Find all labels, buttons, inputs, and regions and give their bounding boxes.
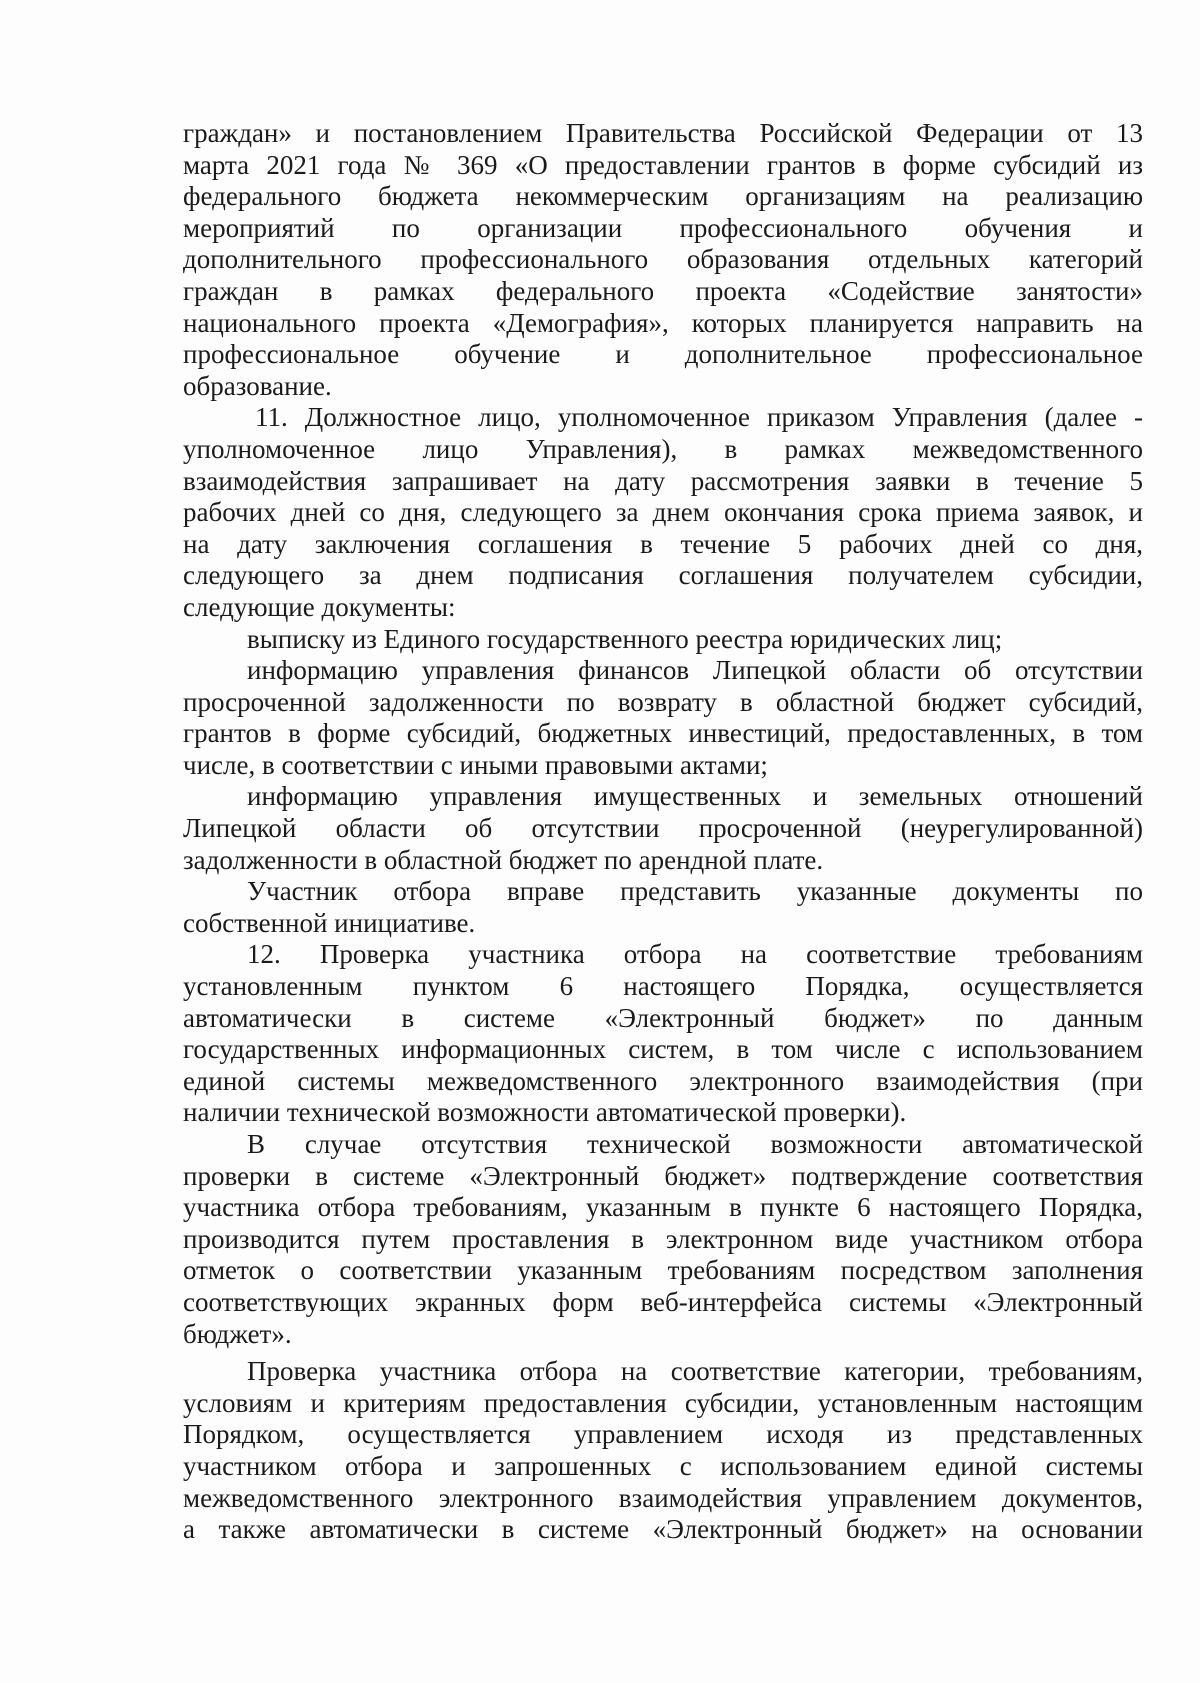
paragraph-continuation [183, 118, 1143, 402]
text-line: граждан» и постановлением Правительства Российской Федерации от 13 [183, 118, 1143, 148]
paragraph-participant-right [183, 876, 1143, 939]
text-line: отметок о соответствии указанным требованиям посредством заполнения [183, 1255, 1143, 1286]
text-line: условиям и критериям предоставления субсидии, установленным настоящим [183, 1387, 1143, 1418]
paragraph-clause-11 [183, 402, 1143, 623]
paragraph-finance-info [183, 655, 1143, 781]
text-line: дополнительного профессионального образования отдельных категорий [183, 244, 1143, 275]
text-line: взаимодействия запрашивает на дату рассмотрения заявки в течение 5 [183, 465, 1143, 496]
text-line: просроченной задолженности по возврату в областной бюджет субсидий, [183, 686, 1143, 717]
text-line: соответствующих экранных форм веб-интерфейса системы «Электронный [183, 1286, 1143, 1317]
text-line: информацию управления имущественных и земельных отношений [247, 781, 1143, 812]
text-line: выписку из Единого государственного реестра юридических лиц; [247, 623, 1003, 654]
text-line: а также автоматически в системе «Электронный бюджет» на основании [183, 1514, 1143, 1545]
text-line: производится путем проставления в электронном виде участником отбора [183, 1223, 1143, 1254]
text-line: образование. [183, 370, 332, 401]
paragraph-no-technical-possibility [183, 1129, 1143, 1350]
text-line: наличии технической возможности автоматической проверки). [183, 1097, 907, 1128]
text-line: участника отбора требованиям, указанным в пункте 6 настоящего Порядка, [183, 1192, 1143, 1223]
text-line: Проверка участника отбора на соответствие категории, требованиям, [247, 1356, 1143, 1387]
text-line: на дату заключения соглашения в течение 5 рабочих дней со дня, [183, 528, 1143, 559]
paragraph-category-check [183, 1356, 1143, 1546]
paragraph-clause-12 [183, 939, 1143, 1129]
text-line: задолженности в областной бюджет по арендной плате. [183, 844, 824, 875]
text-line: бюджет». [183, 1318, 292, 1349]
text-line: В случае отсутствия технической возможности автоматической [247, 1129, 1143, 1159]
text-line: федерального бюджета некоммерческим организациям на реализацию [183, 181, 1143, 212]
text-line: межведомственного электронного взаимодействия управлением документов, [183, 1482, 1143, 1513]
text-line: участником отбора и запрошенных с использованием единой системы [183, 1450, 1143, 1481]
text-line: информацию управления финансов Липецкой области об отсутствии [247, 655, 1143, 686]
text-line: числе, в соответствии с иными правовыми актами; [183, 749, 768, 780]
text-line: Липецкой области об отсутствии просроченной (неурегулированной) [183, 813, 1143, 844]
text-line: мероприятий по организации профессионального обучения и [183, 212, 1143, 243]
paragraph-extract [183, 624, 1143, 656]
text-line: проверки в системе «Электронный бюджет» подтверждение соответствия [183, 1160, 1143, 1191]
document-body [183, 118, 1143, 1546]
text-line: собственной инициативе. [183, 907, 476, 938]
text-line: Порядком, осуществляется управлением исходя из представленных [183, 1419, 1143, 1450]
text-line: государственных информационных систем, в том числе с использованием [183, 1034, 1143, 1065]
text-line: рабочих дней со дня, следующего за днем окончания срока приема заявок, и [183, 497, 1143, 528]
text-line: Участник отбора вправе представить указанные документы по [247, 876, 1143, 907]
text-line: установленным пунктом 6 настоящего Порядка, осуществляется [183, 971, 1143, 1002]
text-line: профессиональное обучение и дополнительное профессиональное [183, 339, 1143, 370]
text-line: единой системы межведомственного электронного взаимодействия (при [183, 1065, 1143, 1096]
text-line: уполномоченное лицо Управления), в рамках межведомственного [183, 433, 1143, 464]
paragraph-property-info [183, 781, 1143, 876]
text-line: 12. Проверка участника отбора на соответствие требованиям [247, 939, 1143, 970]
text-line: национального проекта «Демография», которых планируется направить на [183, 307, 1143, 338]
text-line: автоматически в системе «Электронный бюджет» по данным [183, 1002, 1143, 1033]
text-line: следующие документы: [183, 591, 456, 622]
text-line: следующего за днем подписания соглашения получателем субсидии, [183, 560, 1143, 591]
text-line: 11. Должностное лицо, уполномоченное приказом Управления (далее - [255, 402, 1143, 433]
text-line: грантов в форме субсидий, бюджетных инвестиций, предоставленных, в том [183, 718, 1143, 749]
text-line: граждан в рамках федерального проекта «Содействие занятости» [183, 275, 1143, 306]
text-line: марта 2021 года № 369 «О предоставлении грантов в форме субсидий из [183, 149, 1143, 180]
